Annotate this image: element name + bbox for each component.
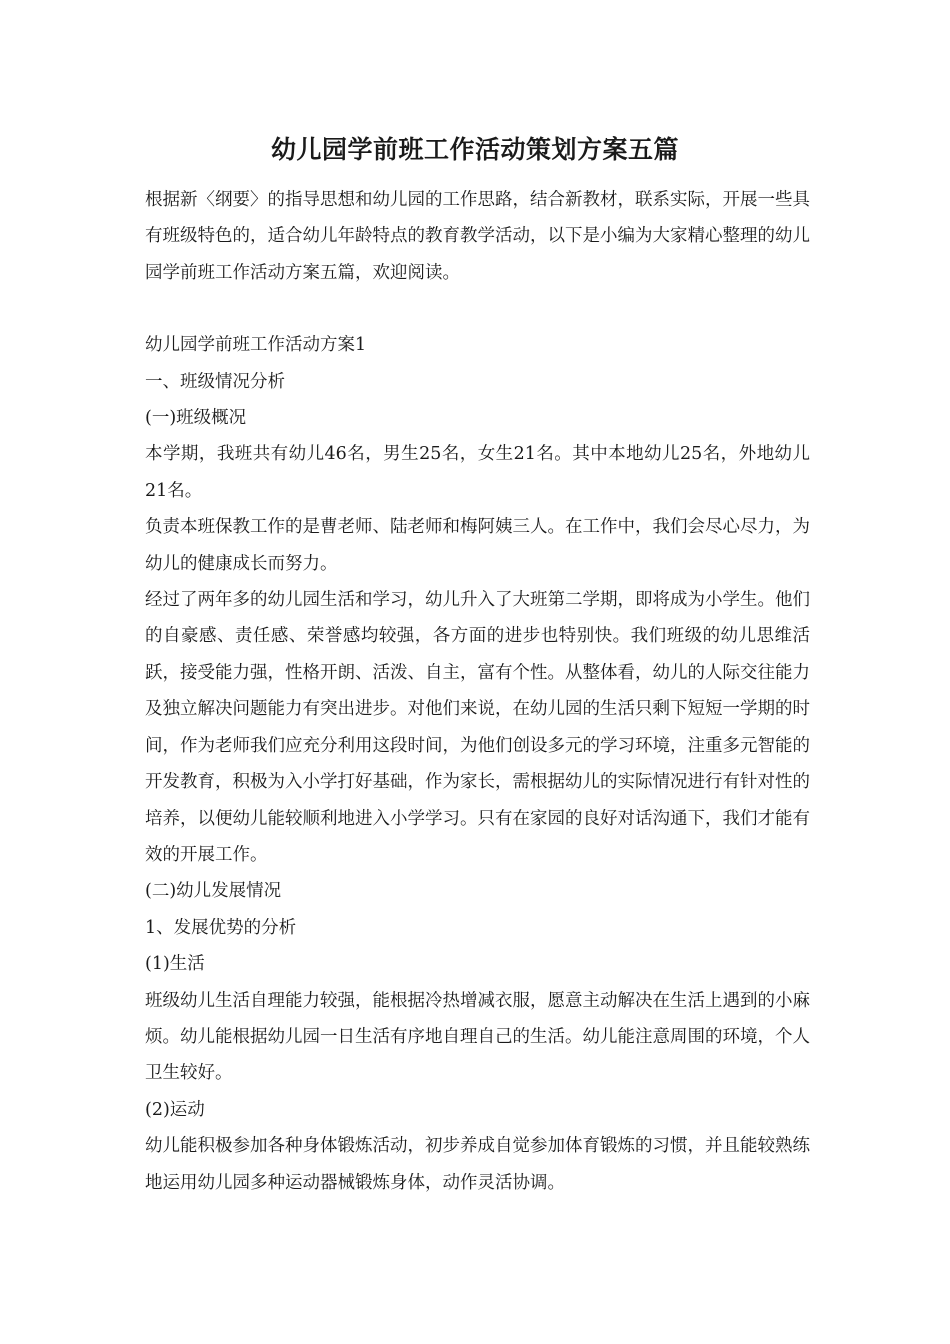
- paragraph-life: 班级幼儿生活自理能力较强，能根据冷热增减衣服，愿意主动解决在生活上遇到的小麻烦。幼儿能根据幼儿园一日生活有序地自理自己的生活。幼儿能注意周围的环境，个人卫生较好。: [145, 990, 810, 1084]
- document-title: 幼儿园学前班工作活动策划方案五篇: [270, 135, 679, 164]
- subsection-heading-development: (二)幼儿发展情况: [145, 881, 282, 902]
- subsection-heading-class-overview: (一)班级概况: [145, 408, 247, 429]
- plan-heading: 幼儿园学前班工作活动方案1: [145, 335, 367, 356]
- paragraph-class-description: 经过了两年多的幼儿园生活和学习，幼儿升入了大班第二学期，即将成为小学生。他们的自豪感、责任感、荣誉感均较强，各方面的进步也特别快。我们班级的幼儿思维活跃，接受能力强，性格开朗、活泼、自主，富有个性。从整体看，幼儿的人际交往能力及独立解决问题能力有突出进步。对他们来说，在幼儿园的生活只剩下短短一学期的时间，作为老师我们应充分利用这段时间，为他们创设多元的学习环境，注重多元智能的开发教育，积极为入小学打好基础，作为家长，需根据幼儿的实际情况进行有针对性的培养，以便幼儿能较顺利地进入小学学习。只有在家园的良好对话沟通下，我们才能有效的开展工作。: [145, 590, 810, 865]
- paragraph-teachers: 负责本班保教工作的是曹老师、陆老师和梅阿姨三人。在工作中，我们会尽心尽力，为幼儿的健康成长而努力。: [145, 517, 810, 574]
- paragraph-class-size: 本学期，我班共有幼儿46名，男生25名，女生21名。其中本地幼儿25名，外地幼儿21名。: [145, 444, 810, 501]
- section-heading-class-analysis: 一、班级情况分析: [145, 371, 285, 392]
- document-body: [145, 182, 810, 1201]
- item-heading-strengths: 1、发展优势的分析: [145, 917, 297, 938]
- paragraph-sports: 幼儿能积极参加各种身体锻炼活动，初步养成自觉参加体育锻炼的习惯，并且能较熟练地运用幼儿园多种运动器械锻炼身体，动作灵活协调。: [145, 1136, 810, 1193]
- item-heading-sports: (2)运动: [145, 1099, 205, 1120]
- paragraph-spacer: [145, 291, 810, 327]
- intro-paragraph: 根据新〈纲要〉的指导思想和幼儿园的工作思路，结合新教材，联系实际，开展一些具有班级特色的，适合幼儿年龄特点的教育教学活动，以下是小编为大家精心整理的幼儿园学前班工作活动方案五篇，欢迎阅读。: [145, 190, 810, 283]
- item-heading-life: (1)生活: [145, 954, 205, 975]
